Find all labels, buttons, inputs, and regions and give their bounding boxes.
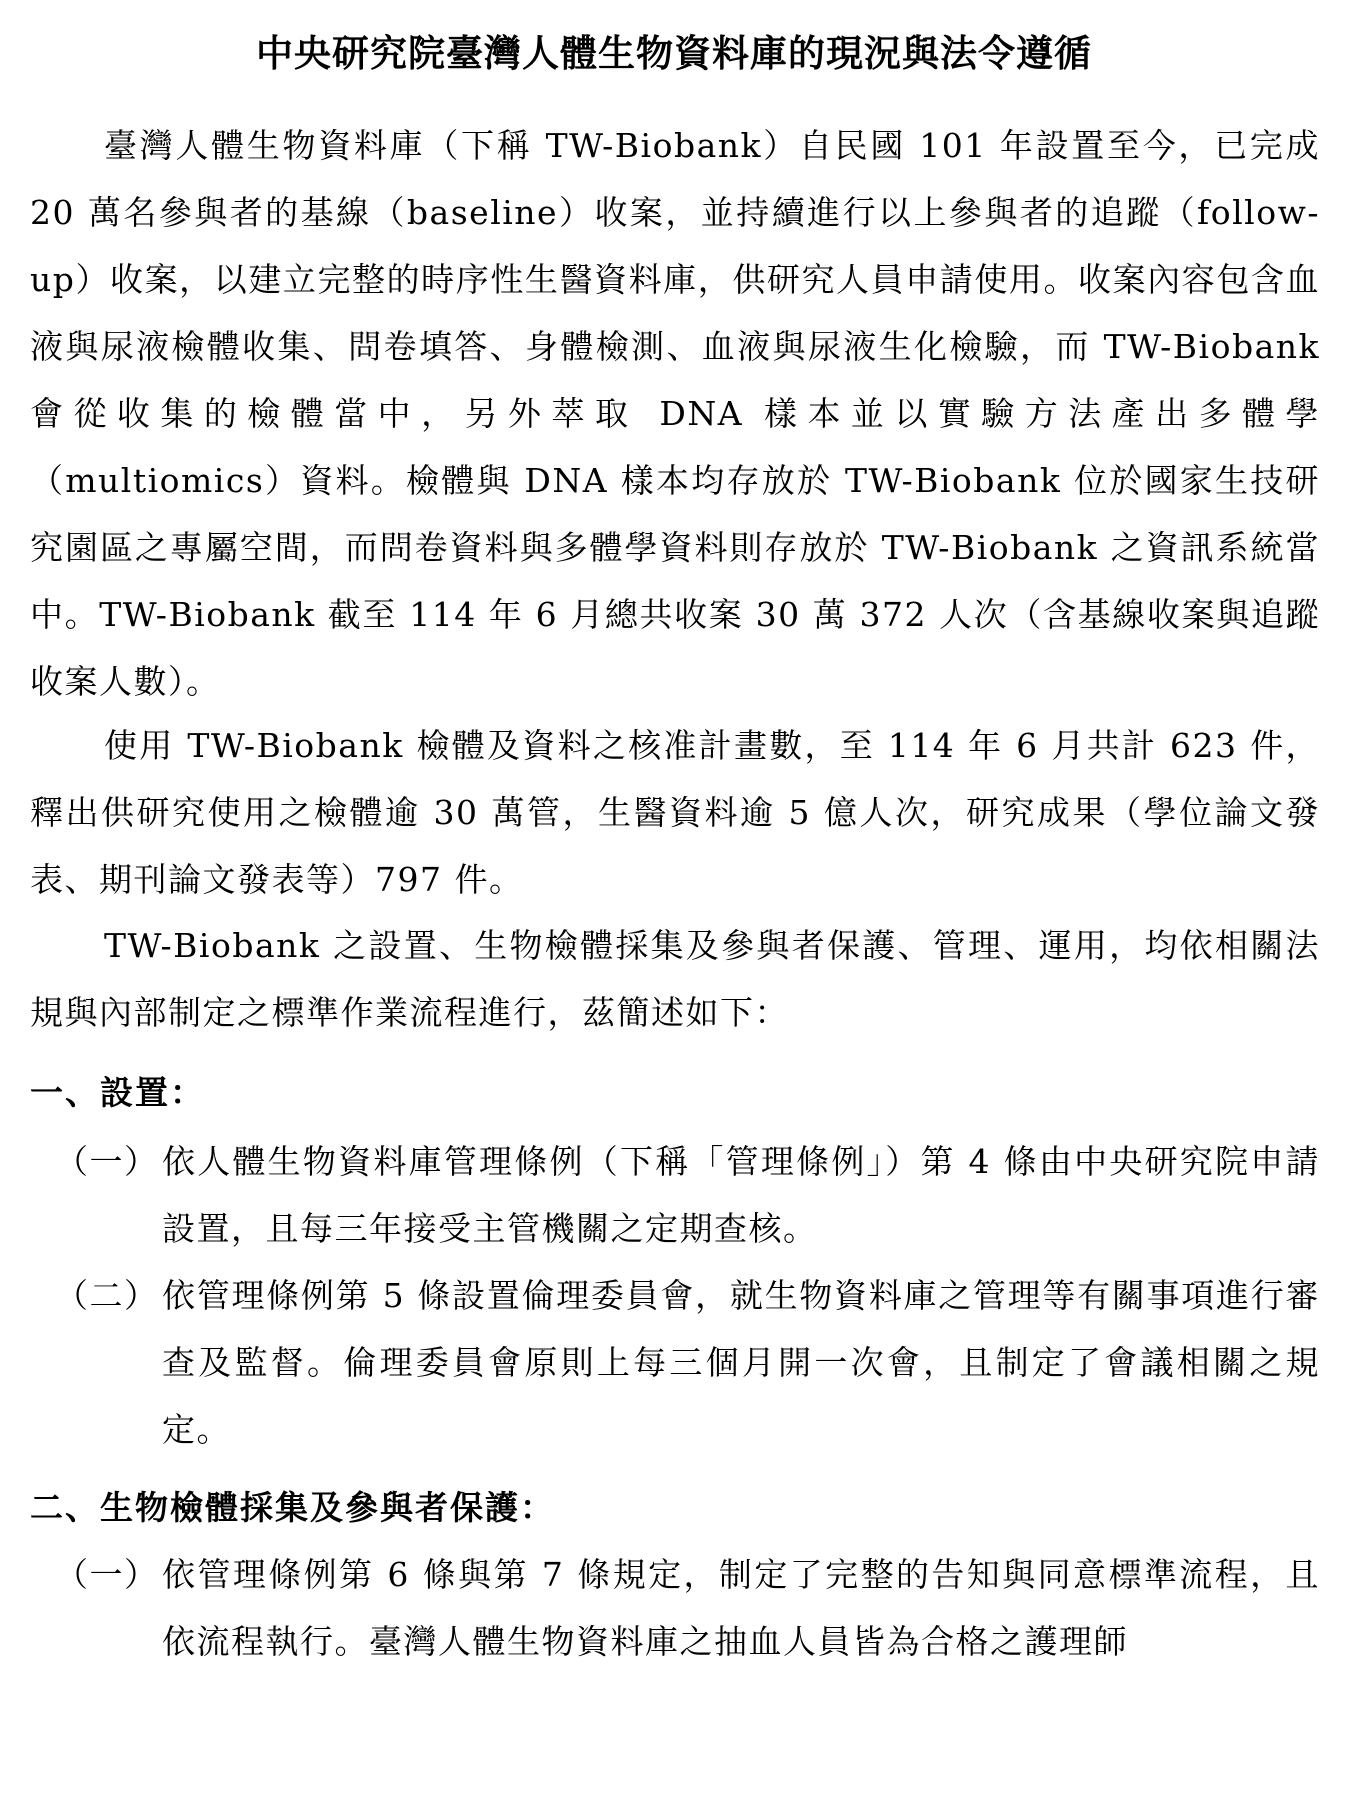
paragraph-3-container [30,912,1320,1046]
section-heading-establishment: 一、設置： [30,1073,205,1112]
section-heading-collection-protection: 二、生物檢體採集及參與者保護： [30,1488,555,1527]
item-text: 依管理條例第 6 條與第 7 條規定，制定了完整的告知與同意標準流程，且依流程執行。臺灣人體生物資料庫之抽血人員皆為合格之護理師 [162,1555,1320,1661]
item-text: 依人體生物資料庫管理條例（下稱「管理條例」）第 4 條由中央研究院申請設置，且每三年接受主管機關之定期查核。 [162,1142,1320,1248]
section-1-item-2 [55,1262,1320,1463]
section-2-item-1 [55,1541,1320,1675]
document-title: 中央研究院臺灣人體生物資料庫的現況與法令遵循 [256,31,1092,75]
item-number: （一） [55,1142,159,1181]
section-1-item-1 [55,1128,1320,1262]
paragraph-3: TW-Biobank 之設置、生物檢體採集及參與者保護、管理、運用，均依相關法規與內部制定之標準作業流程進行，茲簡述如下： [30,926,1320,1032]
item-text: 依管理條例第 5 條設置倫理委員會，就生物資料庫之管理等有關事項進行審查及監督。倫理委員會原則上每三個月開一次會，且制定了會議相關之規定。 [162,1276,1320,1449]
item-number: （一） [55,1555,159,1594]
item-number: （二） [55,1276,159,1315]
paragraph-2: 使用 TW-Biobank 檢體及資料之核准計畫數，至 114 年 6 月共計 623 件，釋出供研究使用之檢體逾 30 萬管，生醫資料逾 5 億人次，研究成果（學位論文發表、期刊論文發表等）797 件。 [30,726,1320,899]
paragraph-1: 臺灣人體生物資料庫（下稱 TW-Biobank）自民國 101 年設置至今，已完成 20 萬名參與者的基線（baseline）收案，並持續進行以上參與者的追蹤（follow-up）收案，以建立完整的時序性生醫資料庫，供研究人員申請使用。收案內容包含血液與尿液檢體收集、問卷填答、身體檢測、血液與尿液生化檢驗，而 TW-Biobank 會從收集的檢體當中，另外萃取 DNA 樣本並以實驗方法產出多體學（multiomics）資料。檢體與 DNA 樣本均存放於 TW-Biobank 位於國家生技研究園區之專屬空間，而問卷資料與多體學資料則存放於 TW-Biobank 之資訊系統當中。TW-Biobank 截至 114 年 6 月總共收案 30 萬 372 人次（含基線收案與追蹤收案人數）。 [30,126,1320,701]
